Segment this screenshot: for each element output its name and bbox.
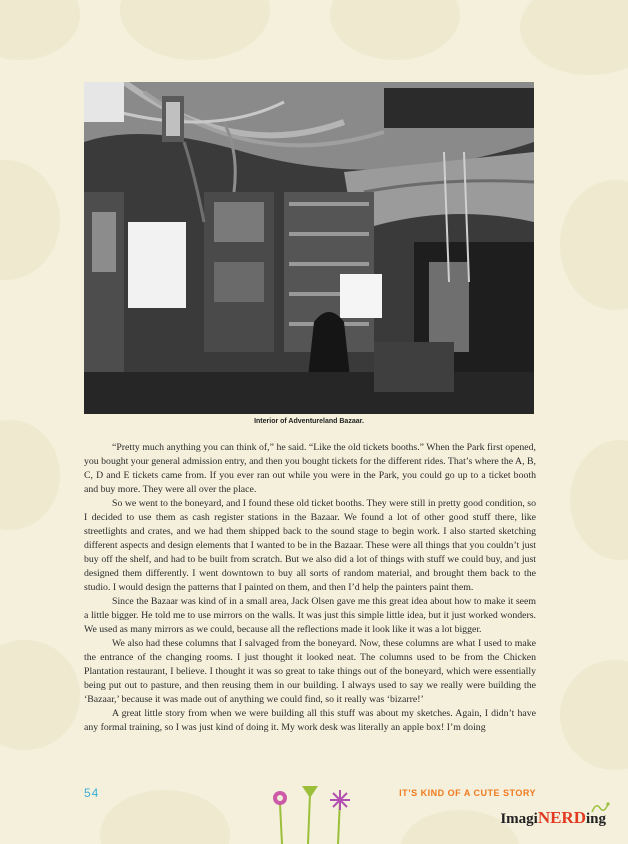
paragraph: A great little story from when we were building all this stuff was about my sketches. Again, I didn’t have any formal training, so I was just kind of doing it. My work desk was literally an apple box! I’m doing <box>84 708 536 733</box>
photo-caption: Interior of Adventureland Bazaar. <box>254 418 364 425</box>
chapter-title: IT’S KIND OF A CUTE STORY <box>399 788 536 798</box>
logo-flourish-icon <box>590 800 610 814</box>
article-body <box>84 441 536 776</box>
photo-illustration <box>84 82 534 414</box>
paragraph: Since the Bazaar was kind of in a small area, Jack Olsen gave me this great idea about how to make it seem a little bigger. He told me to use mirrors on the walls. It was just this simple little idea, but it just worked wonders. We used as many mirrors as we could, because all the reflections made it look like it was a lot bigger. <box>84 596 536 635</box>
paragraph: We also had these columns that I salvaged from the boneyard. Now, these columns are what I used to make the entrance of the changing rooms. I just thought it looked neat. The columns used to be from the Chicken Plantation restaurant, I believe. I thought it was so great to take things out of the boneyard, which were essentially being put out to pasture, and then reusing them in our building. I always used to say we really were building the ‘Bazaar,’ because it was made out of anything we could find, so it really was ‘bizarre!’ <box>84 638 536 705</box>
page-number: 54 <box>84 786 100 800</box>
logo-suffix: ing <box>585 811 606 827</box>
paragraph: So we went to the boneyard, and I found these old ticket booths. They were still in pretty good condition, so I decided to use them as cash register stations in the Bazaar. We found a lot of other good stuff there, like streetlights and crates, and we had them shipped back to the sound stage to begin work. I also started sketching different aspects and design elements that I wanted to be in the Bazaar. These were all things that you couldn’t just buy off the shelf, and had to be built from scratch. But we also did a lot of things with stuff we could buy, and just designed them differently. I went downtown to buy all sorts of random material, and brought them back to the studio. I would design the patterns that I painted on them, and then I’d help the painters paint them. <box>84 498 536 593</box>
flower-stems-decoration <box>262 780 362 844</box>
logo-prefix: Imagi <box>500 811 538 827</box>
paragraph: “Pretty much anything you can think of,” he said. “Like the old tickets booths.” When the Park first opened, you bought your general admission entry, and then you bought tickets for the different rides. That’s where the A, B, C, D and E tickets came from. If you ever ran out while you were in the Park, you could go up to a ticket booth and buy more. They were all over the place. <box>84 442 536 495</box>
logo-highlight: NERD <box>537 808 586 827</box>
bazaar-interior-photo <box>84 82 534 414</box>
